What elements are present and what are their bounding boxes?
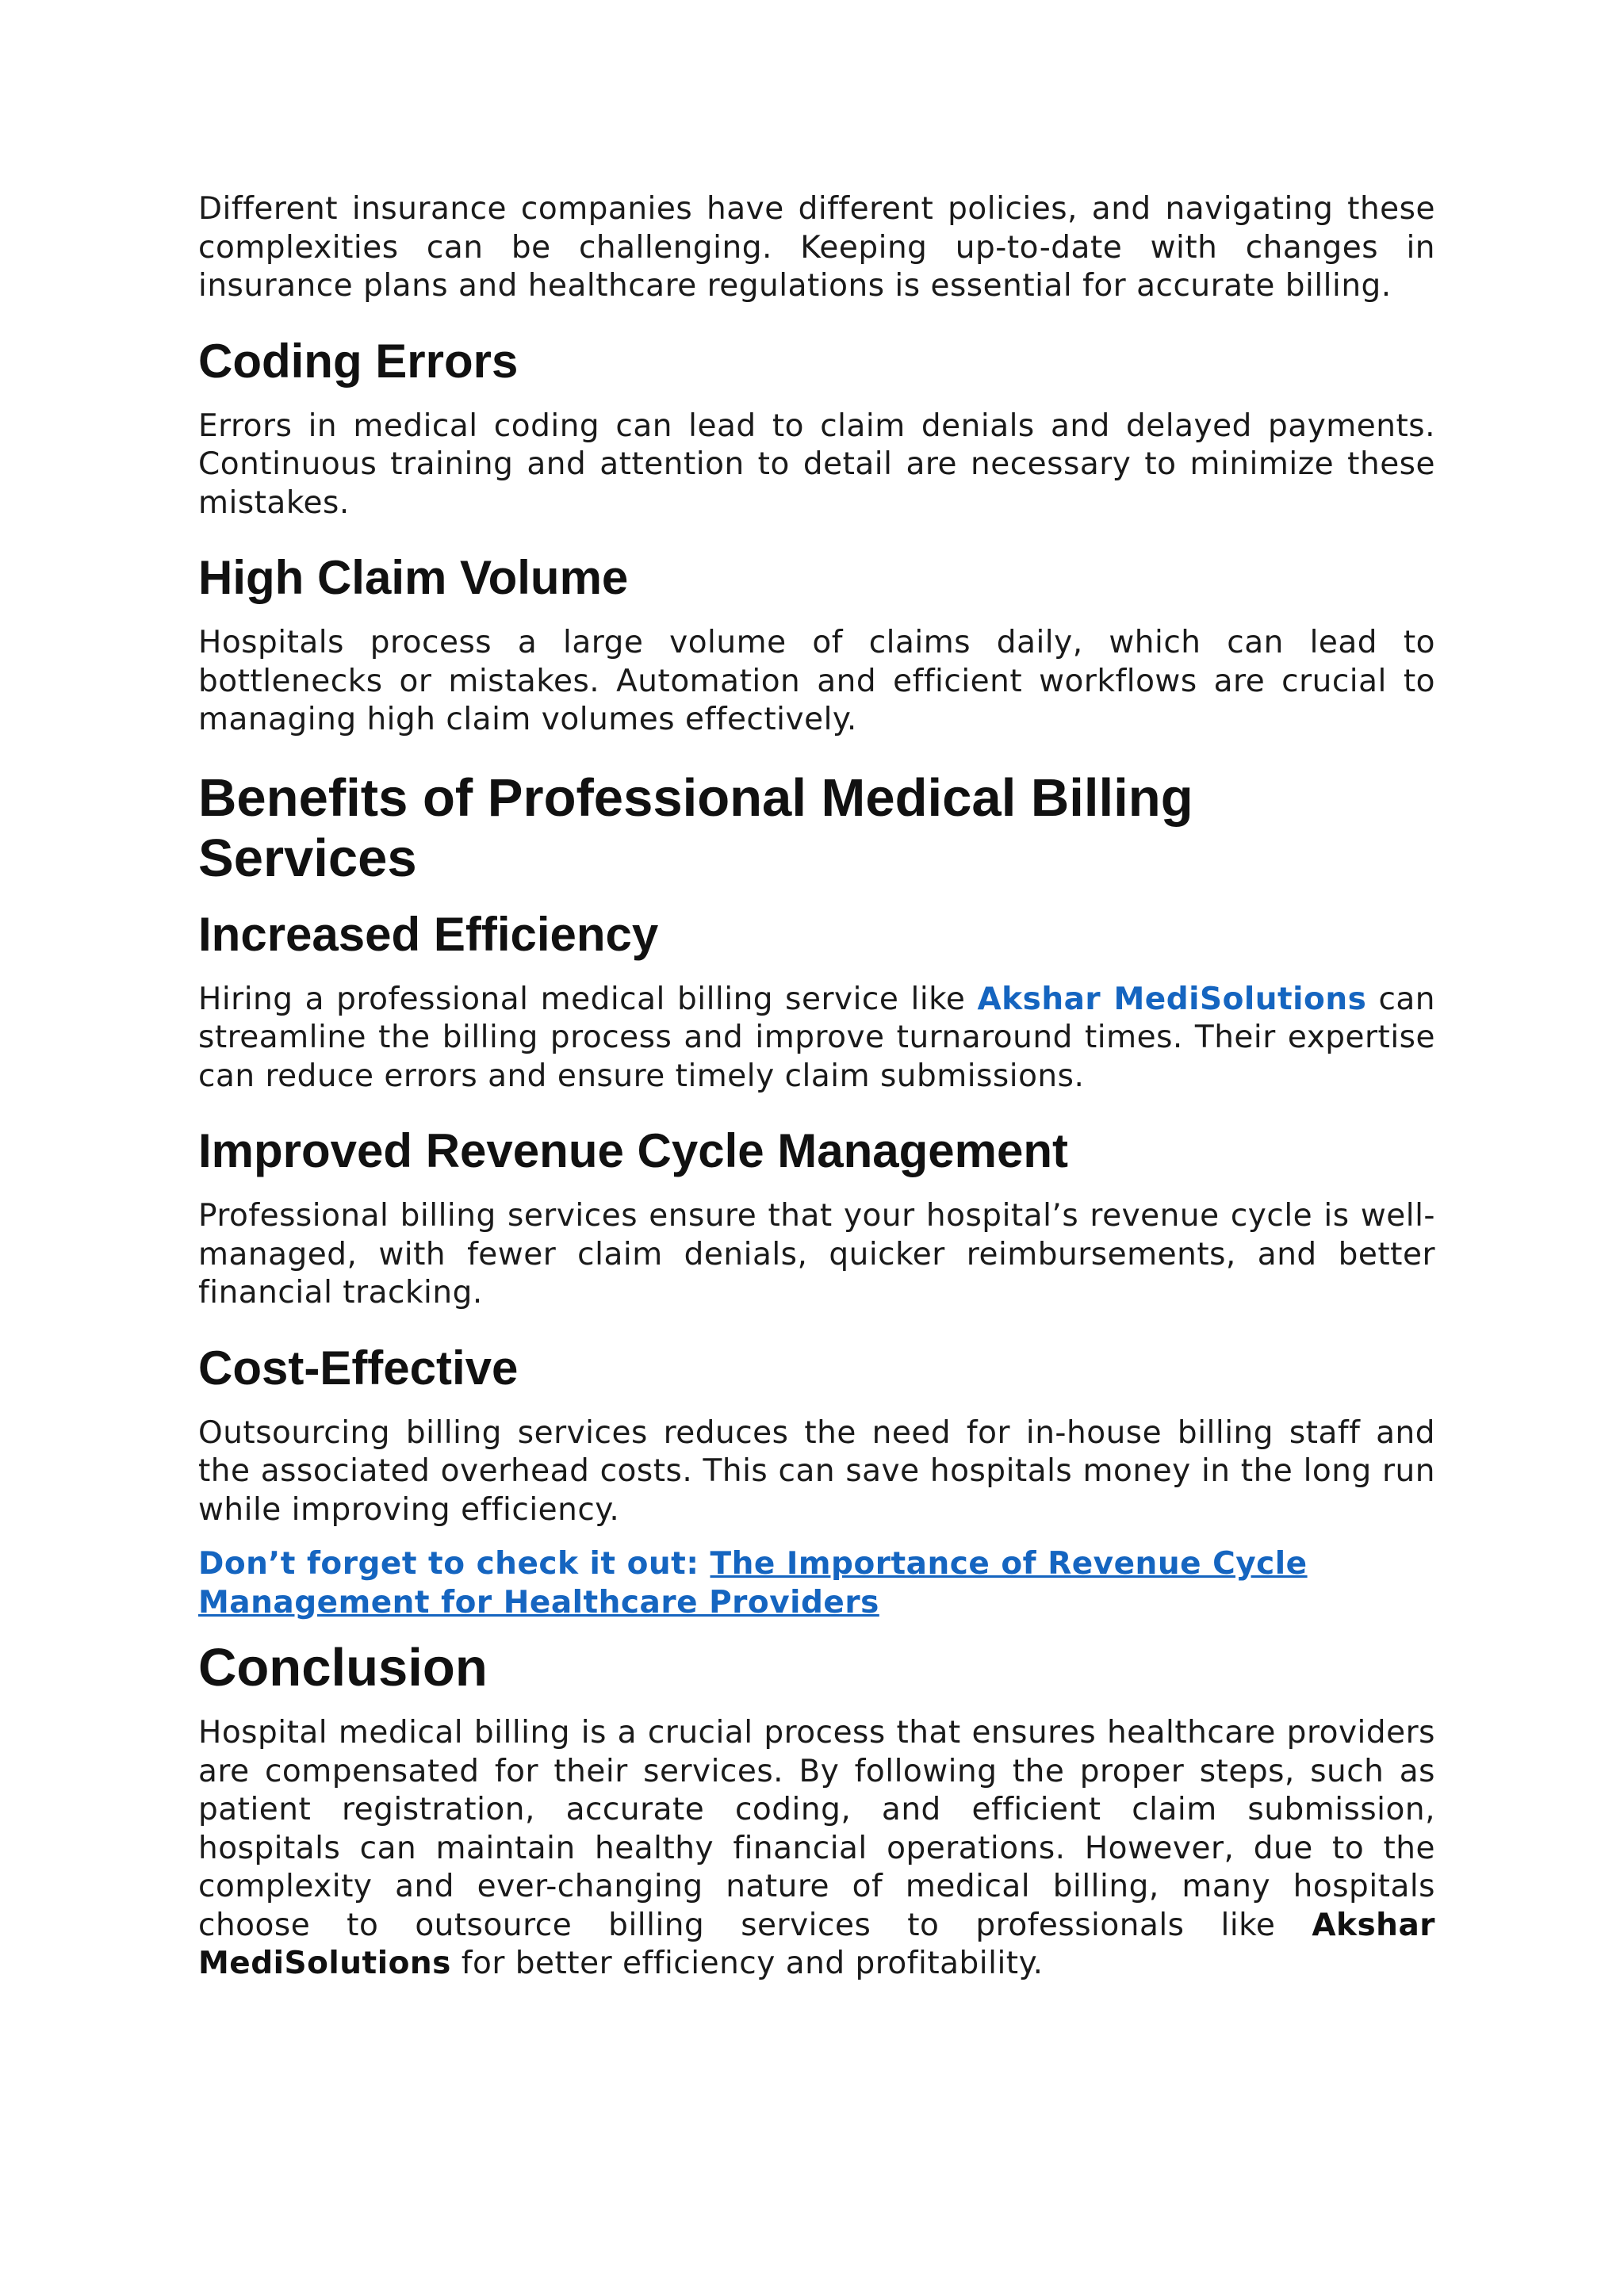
heading-high-claim-volume: High Claim Volume xyxy=(198,551,629,604)
heading-cost-effective: Cost-Effective xyxy=(198,1341,519,1395)
text-segment: Hospital medical billing is a crucial process that ensures healthcare providers are compensated for their services. By following the proper steps, such as patient registration, accurate coding, and efficient claim submission, hospitals can maintain healthy financial operations. However, due to the complexity and ever-changing nature of medical billing, many hospitals choose to outsource billing services to professionals like xyxy=(198,1715,1435,1943)
high-claim-volume-paragraph: Hospitals process a large volume of claims daily, which can lead to bottlenecks or mistakes. Automation and efficient workflows are crucial to managing high claim volumes effectively. xyxy=(198,625,1435,737)
brand-akshar-medisolutions: Akshar MediSolutions xyxy=(198,1907,1435,1981)
text-segment: can streamline the billing process and improve turnaround times. Their expertise can reduce errors and ensure timely claim submissions. xyxy=(198,981,1435,1094)
brand-link-akshar-medisolutions[interactable]: Akshar MediSolutions xyxy=(977,981,1367,1017)
heading-increased-efficiency: Increased Efficiency xyxy=(198,907,659,961)
article-link[interactable]: The Importance of Revenue Cycle Management for Healthcare Providers xyxy=(198,1546,1308,1621)
text-segment: Hiring a professional medical billing service like xyxy=(198,981,978,1017)
text-segment: for better efficiency and profitability. xyxy=(450,1946,1044,1981)
conclusion-paragraph xyxy=(198,1714,1435,1984)
callout-prefix: Don’t forget to check it out: xyxy=(198,1546,710,1582)
cost-effective-paragraph: Outsourcing billing services reduces the need for in-house billing staff and the associated overhead costs. This can save hospitals money in the long run while improving efficiency. xyxy=(198,1414,1435,1528)
revenue-cycle-paragraph: Professional billing services ensure that your hospital’s revenue cycle is well-managed, with fewer claim denials, quicker reimbursements, and better financial tracking. xyxy=(198,1198,1435,1311)
heading-coding-errors: Coding Errors xyxy=(198,334,519,388)
heading-conclusion: Conclusion xyxy=(198,1638,488,1697)
heading-revenue-cycle: Improved Revenue Cycle Management xyxy=(198,1124,1069,1177)
coding-errors-paragraph: Errors in medical coding can lead to claim denials and delayed payments. Continuous training and attention to detail are necessary to minimize these mistakes. xyxy=(198,408,1435,521)
increased-efficiency-paragraph xyxy=(198,981,1435,1096)
heading-benefits: Benefits of Professional Medical Billing Services xyxy=(198,767,1193,888)
intro-paragraph: Different insurance companies have different policies, and navigating these complexities can be challenging. Keeping up-to-date with changes in insurance plans and healthcare regulations is essential for accurate billing. xyxy=(198,191,1435,304)
callout-check-it-out xyxy=(198,1545,1435,1622)
document-page xyxy=(198,190,1435,1984)
